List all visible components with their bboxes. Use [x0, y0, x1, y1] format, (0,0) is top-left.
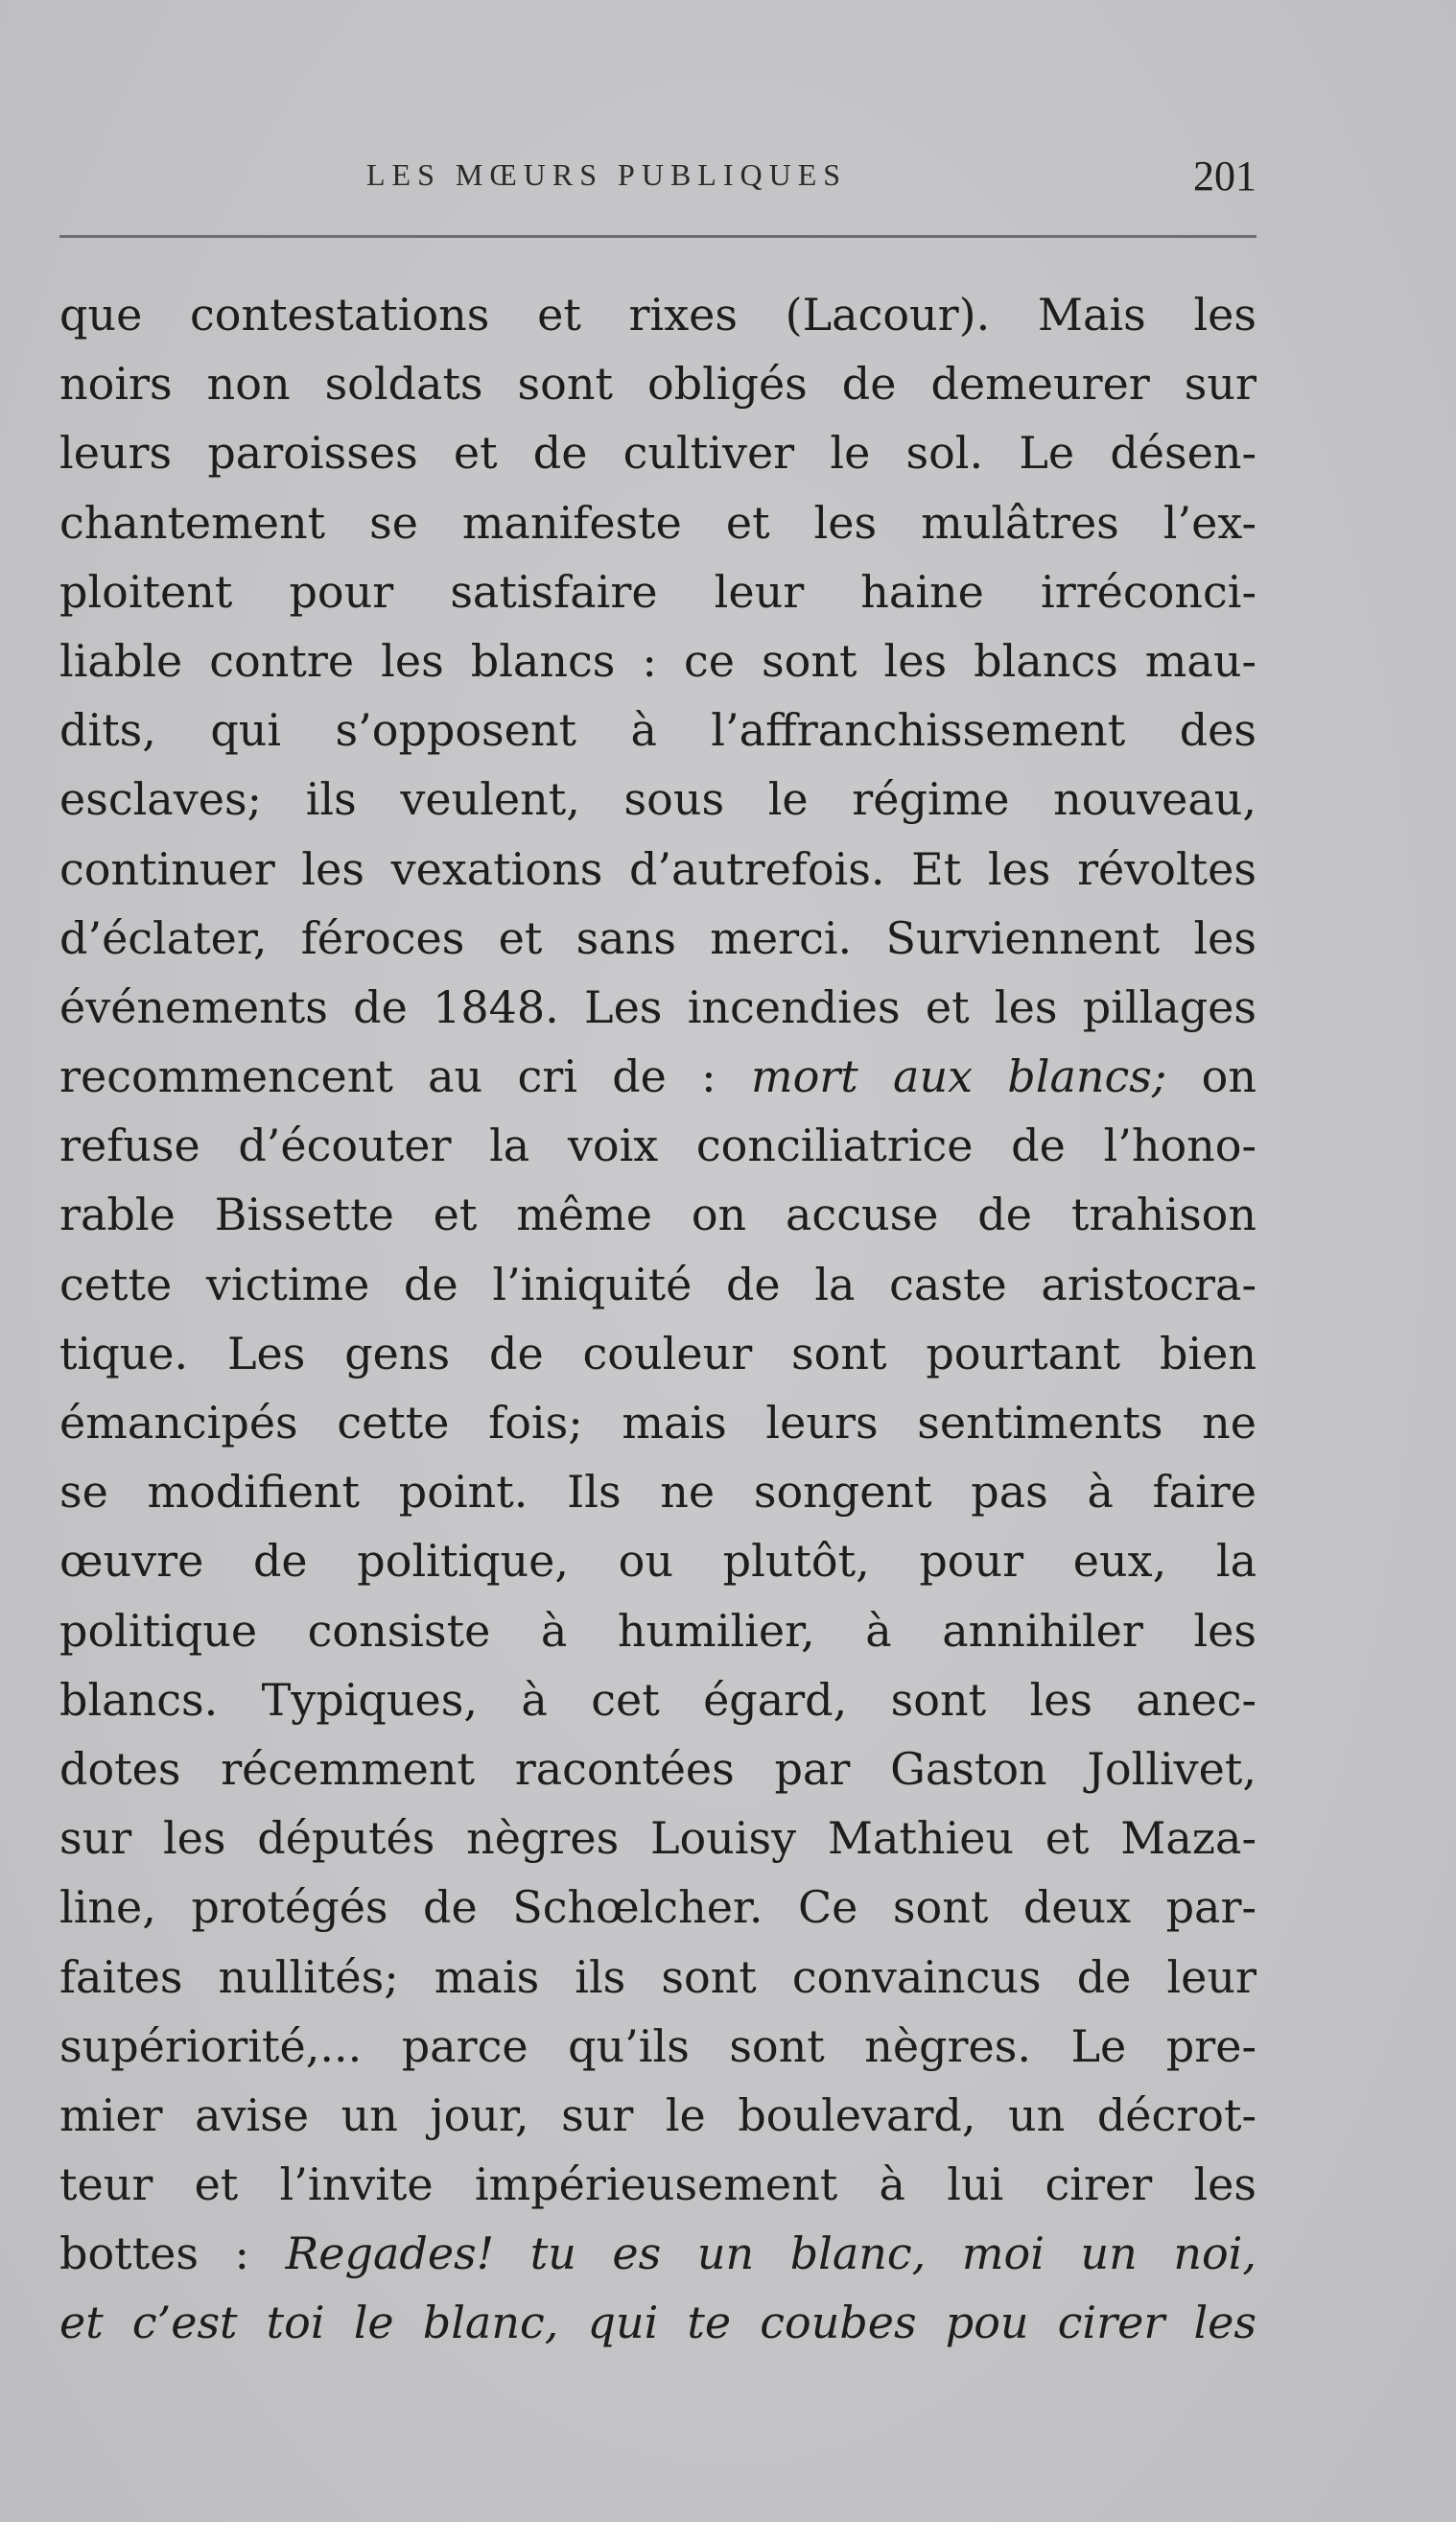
text-line: événements de 1848. Les incendies et les pillages [59, 980, 1256, 1033]
text-line: dits, qui s’opposent à l’affranchissement des [59, 704, 1256, 757]
text-line: d’éclater, féroces et sans merci. Surviennent les [59, 911, 1256, 964]
text-line: rable Bissette et même on accuse de trahison [59, 1189, 1256, 1241]
text-line: noirs non soldats sont obligés de demeurer sur [59, 358, 1256, 411]
text-line: chantement se manifeste et les mulâtres l’ex- [59, 496, 1256, 549]
text-line: faites nullités; mais ils sont convaincus de leur [59, 1950, 1256, 2003]
text-line: supériorité,... parce qu’ils sont nègres. Le pre- [59, 2019, 1256, 2072]
text-line: politique consiste à humilier, à annihiler les [59, 1604, 1256, 1657]
text-line: blancs. Typiques, à cet égard, sont les anec- [59, 1673, 1256, 1726]
page-header [59, 152, 1256, 209]
body-text [59, 280, 1256, 2358]
header-rule [59, 235, 1256, 238]
italic-quote: Regades! tu es un blanc, moi un noi, [285, 2227, 1257, 2280]
page-number: 201 [1193, 153, 1256, 200]
text-line: que contestations et rixes (Lacour). Mais les [59, 289, 1256, 341]
text-line: esclaves; ils veulent, sous le régime nouveau, [59, 773, 1256, 826]
text-line: ploitent pour satisfaire leur haine irréconci- [59, 565, 1256, 618]
text-line: émancipés cette fois; mais leurs sentiments ne [59, 1397, 1256, 1449]
text-line: œuvre de politique, ou plutôt, pour eux, la [59, 1535, 1256, 1588]
text-line: recommencent au cri de : mort aux blancs; on [59, 1050, 1256, 1103]
text-line: dotes récemment racontées par Gaston Jollivet, [59, 1742, 1256, 1795]
text-line [59, 2288, 1256, 2357]
text-line: bottes : Regades! tu es un blanc, moi un noi, [59, 2227, 1257, 2280]
text-line: leurs paroisses et de cultiver le sol. Le désen- [59, 427, 1256, 480]
text-line: liable contre les blancs : ce sont les blancs mau- [59, 634, 1256, 687]
running-head: LES MŒURS PUBLIQUES [366, 157, 848, 192]
italic-quote: et c’est toi le blanc, qui te coubes pou cirer les [59, 2297, 1256, 2349]
text-line: mier avise un jour, sur le boulevard, un décrot- [59, 2088, 1256, 2141]
text-line: sur les députés nègres Louisy Mathieu et Maza- [59, 1812, 1256, 1865]
text-line: refuse d’écouter la voix conciliatrice de l’hono- [59, 1120, 1256, 1172]
text-line: continuer les vexations d’autrefois. Et les révoltes [59, 842, 1256, 895]
text-line: line, protégés de Schœlcher. Ce sont deux par- [59, 1881, 1256, 1934]
text-line: se modifient point. Ils ne songent pas à faire [59, 1466, 1256, 1519]
text-line: tique. Les gens de couleur sont pourtant bien [59, 1327, 1256, 1379]
text-line: teur et l’invite impérieusement à lui cirer les [59, 2158, 1256, 2211]
text-line: cette victime de l’iniquité de la caste aristocra- [59, 1258, 1256, 1310]
italic-quote: mort aux blancs; [750, 1050, 1167, 1103]
